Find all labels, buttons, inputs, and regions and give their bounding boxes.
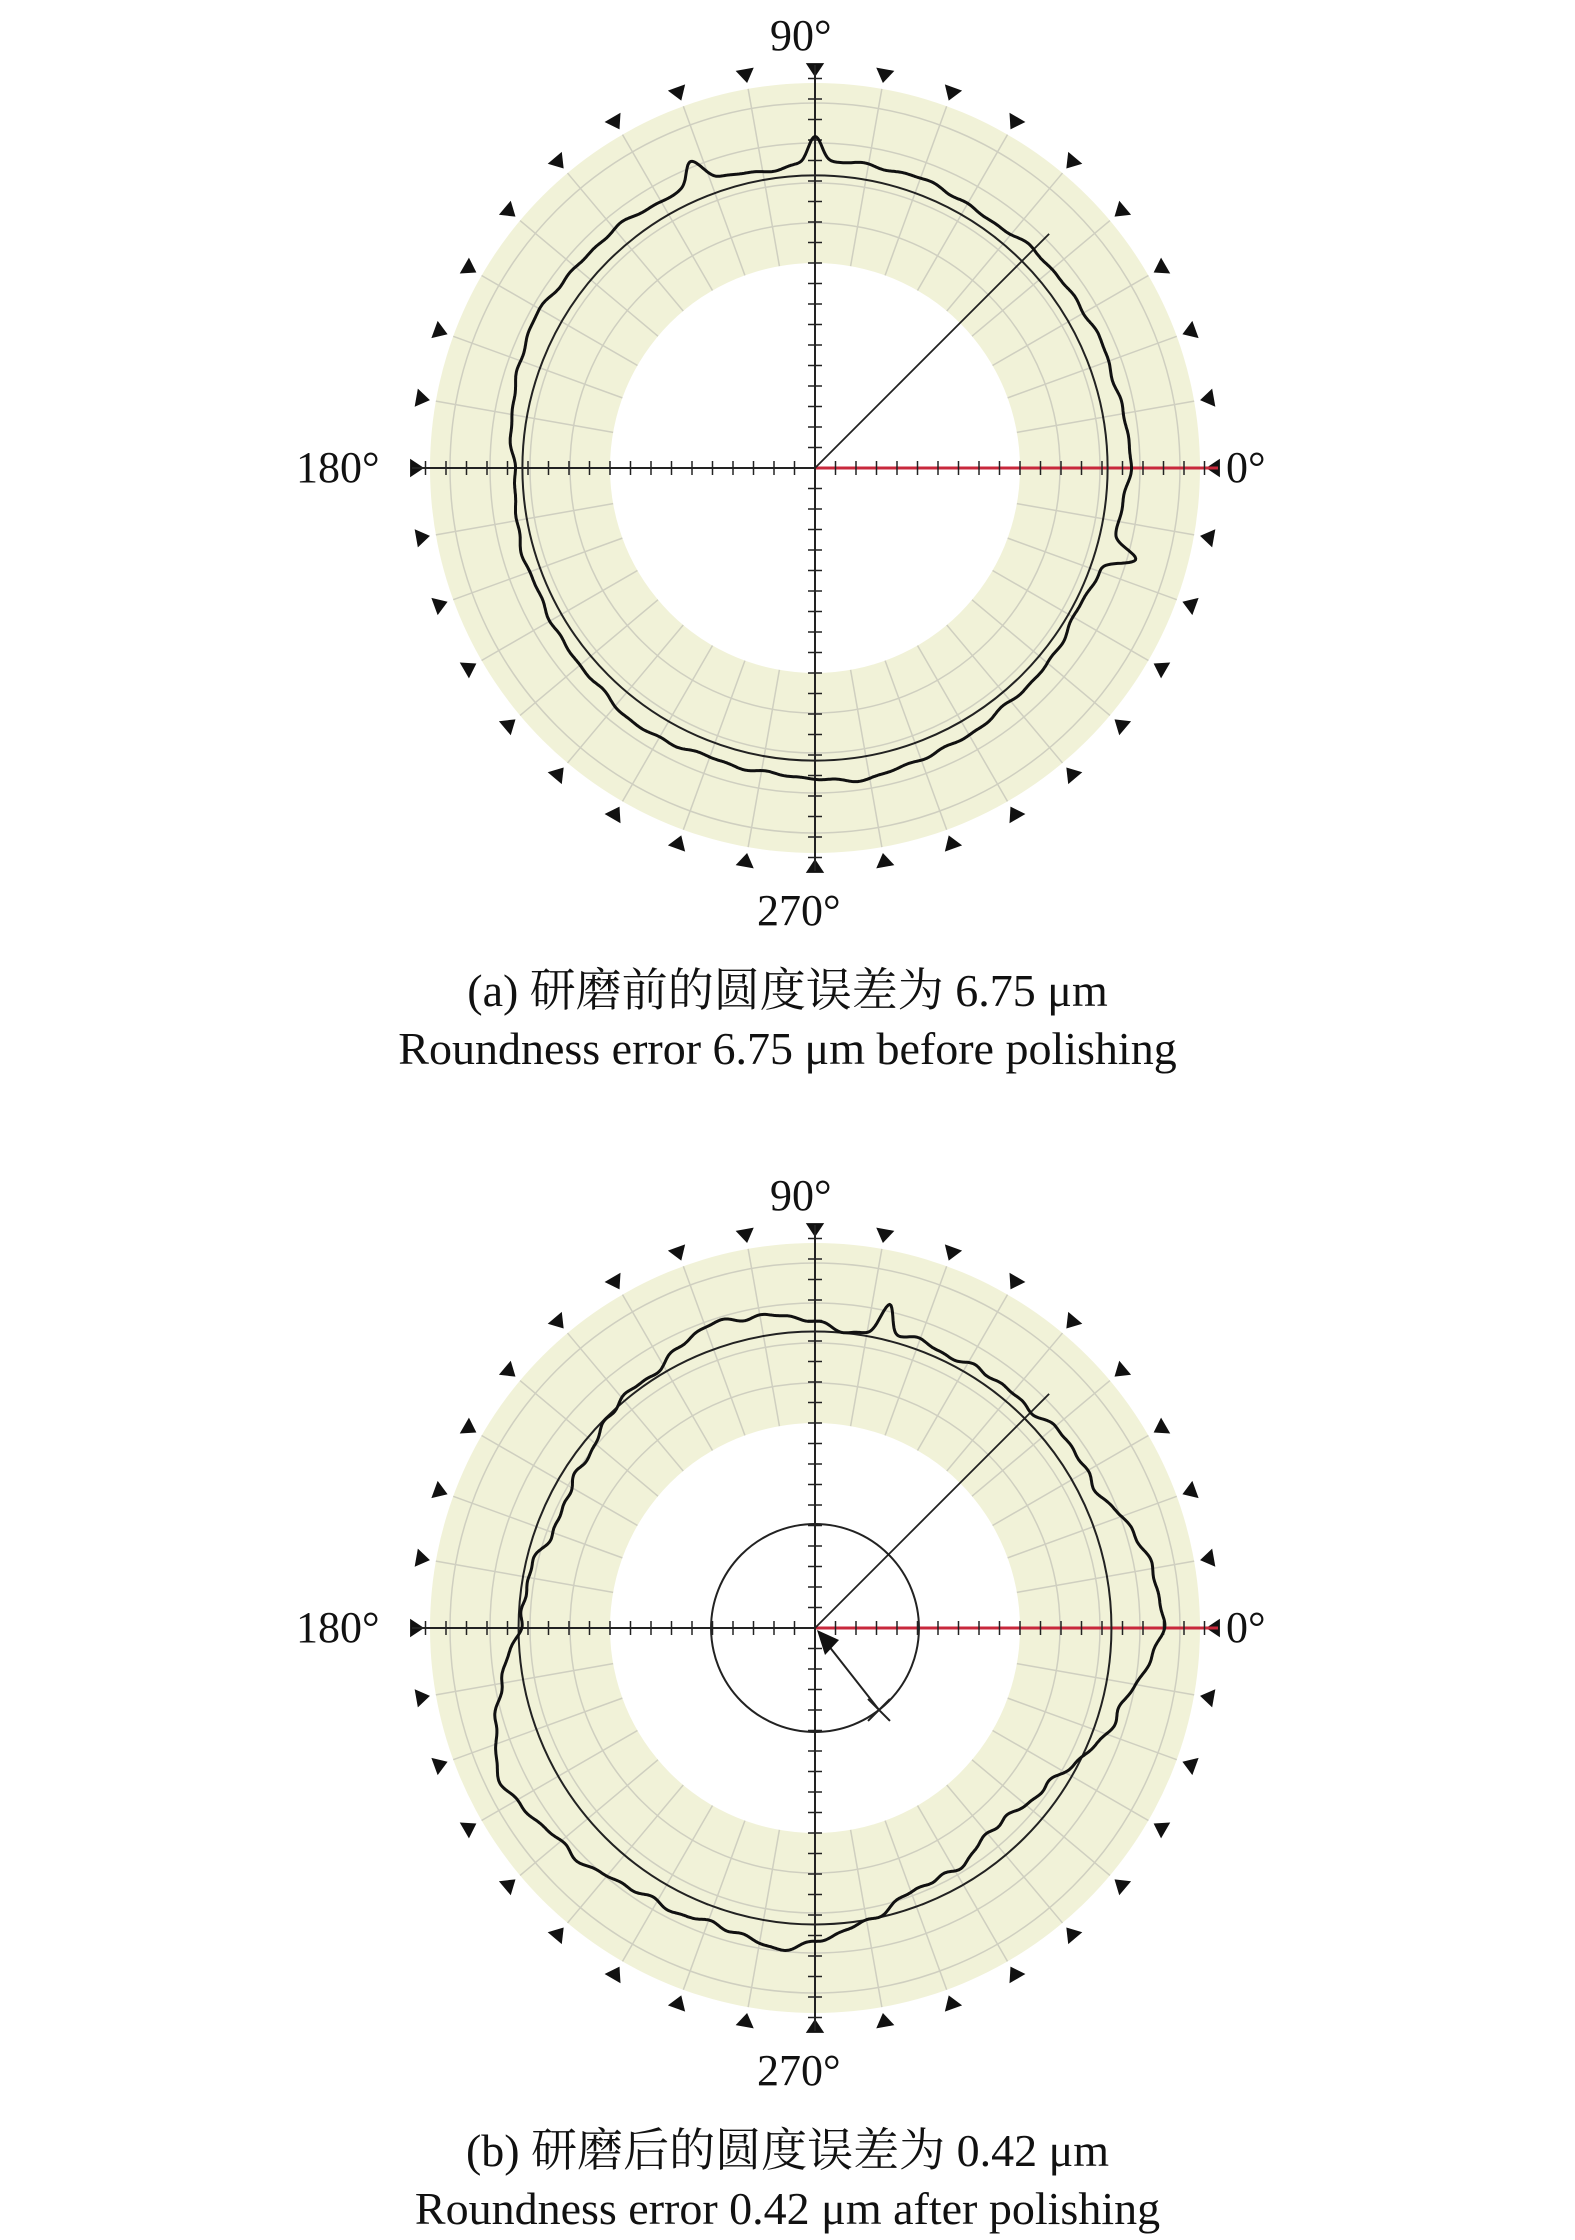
- angle-marker: [736, 68, 754, 83]
- angle-marker: [1182, 1758, 1198, 1775]
- angle-marker: [668, 84, 685, 100]
- angle-marker: [548, 152, 564, 169]
- angle-marker: [499, 1879, 516, 1895]
- angle-marker: [1066, 1928, 1082, 1945]
- angle-marker: [499, 1361, 516, 1377]
- angle-marker: [1154, 1418, 1171, 1434]
- angle-marker: [876, 2013, 894, 2028]
- angle-marker: [605, 1273, 621, 1290]
- caption-before: [0, 962, 1575, 1077]
- angle-label-180: 180°: [296, 1603, 380, 1652]
- angle-marker: [668, 1995, 685, 2011]
- angle-marker: [1200, 1689, 1215, 1707]
- angle-marker: [1009, 113, 1025, 130]
- angle-marker: [945, 1995, 962, 2011]
- angle-marker: [415, 389, 430, 407]
- caption-cn: (b) 研磨后的圆度误差为 0.42 μm: [465, 2125, 1110, 2176]
- angle-marker: [1115, 201, 1132, 217]
- angle-marker: [431, 1758, 447, 1775]
- angle-label-270: 270°: [757, 2046, 841, 2095]
- angle-marker: [1200, 389, 1215, 407]
- angle-label-0: 0°: [1226, 443, 1266, 492]
- angle-marker: [736, 1228, 754, 1243]
- angle-marker: [1115, 1361, 1132, 1377]
- angle-marker: [736, 853, 754, 868]
- angle-marker: [415, 529, 430, 547]
- angle-marker: [1066, 1312, 1082, 1329]
- angle-marker: [668, 1244, 685, 1260]
- angle-marker: [460, 1418, 477, 1434]
- angle-marker: [1009, 807, 1025, 824]
- angle-marker: [1066, 152, 1082, 169]
- angle-marker: [548, 1312, 564, 1329]
- angle-marker: [1182, 321, 1198, 338]
- angle-marker: [668, 835, 685, 851]
- angle-marker: [1154, 1822, 1171, 1838]
- caption-after: [0, 2122, 1575, 2237]
- angle-marker: [415, 1689, 430, 1707]
- angle-marker: [431, 1481, 447, 1498]
- angle-marker: [548, 768, 564, 785]
- angle-marker: [415, 1549, 430, 1567]
- angle-marker: [548, 1928, 564, 1945]
- angle-marker: [605, 1967, 621, 1984]
- angle-marker: [605, 113, 621, 130]
- angle-marker: [499, 201, 516, 217]
- angle-marker: [1200, 1549, 1215, 1567]
- angle-label-90: 90°: [770, 11, 832, 60]
- angle-marker: [876, 1228, 894, 1243]
- angle-marker: [1115, 1879, 1132, 1895]
- angle-marker: [945, 1244, 962, 1260]
- angle-label-90: 90°: [770, 1171, 832, 1220]
- angle-marker: [460, 258, 477, 274]
- angle-marker: [605, 807, 621, 824]
- angle-marker: [1182, 1481, 1198, 1498]
- roundness-chart-after: [0, 1160, 1575, 2240]
- angle-marker: [1066, 768, 1082, 785]
- angle-marker: [1154, 662, 1171, 678]
- angle-marker: [431, 598, 447, 615]
- angle-marker: [1009, 1967, 1025, 1984]
- caption-en: Roundness error 6.75 μm before polishing: [398, 1022, 1177, 1074]
- angle-marker: [876, 853, 894, 868]
- caption-cn: (a) 研磨前的圆度误差为 6.75 μm: [467, 965, 1108, 1016]
- angle-marker: [945, 835, 962, 851]
- polar-plot-before: [0, 0, 1575, 920]
- angle-marker: [1200, 529, 1215, 547]
- angle-label-270: 270°: [757, 886, 841, 935]
- roundness-chart-before: [0, 0, 1575, 1100]
- angle-marker: [1115, 719, 1132, 735]
- angle-marker: [499, 719, 516, 735]
- angle-marker: [876, 68, 894, 83]
- angle-marker: [945, 84, 962, 100]
- angle-label-0: 0°: [1226, 1603, 1266, 1652]
- angle-marker: [736, 2013, 754, 2028]
- angle-label-180: 180°: [296, 443, 380, 492]
- angle-marker: [1182, 598, 1198, 615]
- caption-en: Roundness error 0.42 μm after polishing: [414, 2182, 1161, 2234]
- angle-marker: [431, 321, 447, 338]
- angle-marker: [1154, 258, 1171, 274]
- angle-marker: [460, 662, 477, 678]
- angle-marker: [460, 1822, 477, 1838]
- polar-plot-after: [0, 1160, 1575, 2080]
- angle-marker: [1009, 1273, 1025, 1290]
